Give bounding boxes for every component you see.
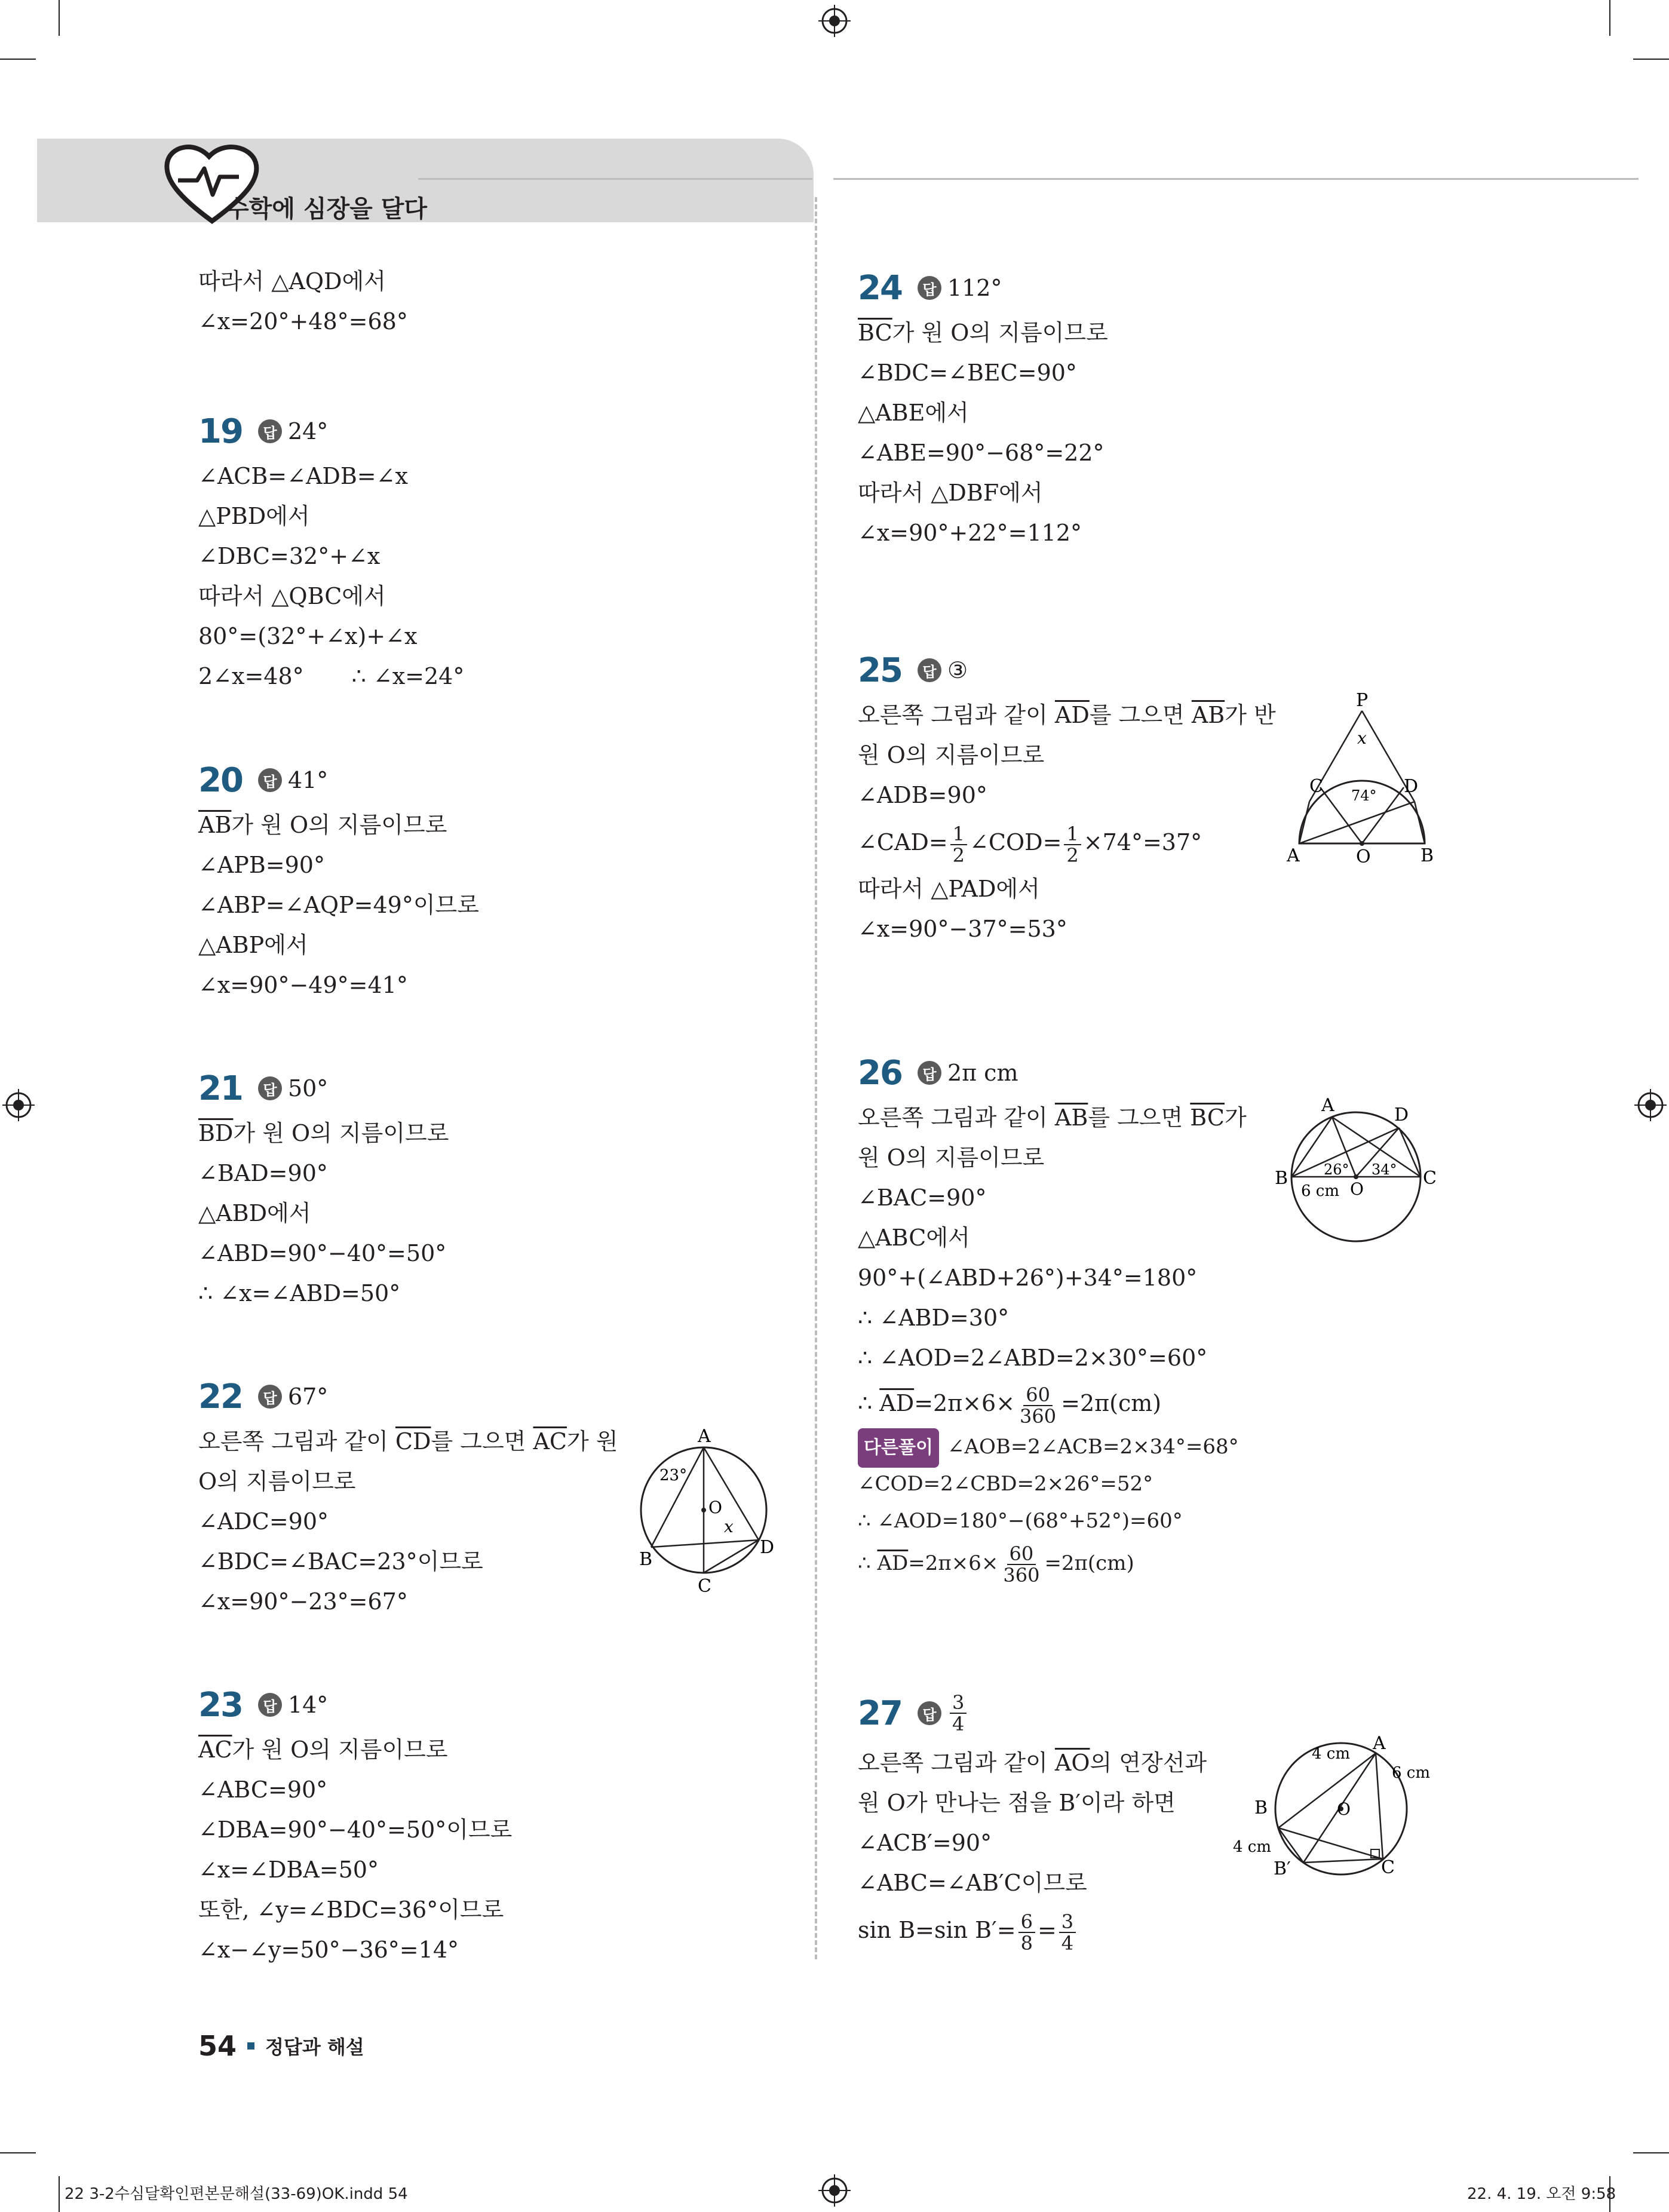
text-line: 80°=(32°+∠x)+∠x [198, 623, 418, 649]
problem-number: 19 [198, 412, 243, 451]
header-rule-left [418, 178, 812, 180]
column-divider [815, 197, 817, 1959]
answer-badge-icon: 답 [918, 276, 941, 300]
figure-label: B′ [1274, 1858, 1291, 1879]
problem-25 [858, 645, 1604, 949]
text-line: ∠ADB=90° [858, 782, 987, 808]
crop-mark [0, 59, 36, 60]
left-column [198, 262, 802, 342]
text-line: 다른풀이 ∠AOB=2∠ACB=2×34°=68° [858, 1428, 1604, 1465]
figure-label: 4 cm [1233, 1838, 1272, 1856]
text-line: ∠CAD= $\frac{1}{2}$ ∠COD= $\frac{1}{2}$ ×74°=37° [858, 822, 1202, 867]
footer-dot-icon [247, 2042, 254, 2050]
text-line: ∠ACB′=90° [858, 1830, 992, 1856]
problem-19 [198, 406, 802, 697]
answer-badge-icon: 답 [918, 1701, 941, 1725]
text-line: ∠ABP=∠AQP=49°이므로 [198, 892, 479, 918]
text-line: ∠x=90°−23°=67° [198, 1588, 408, 1615]
text-line: 오른쪽 그림과 같이 $\overline{AB}$를 그으면 $\overline{BC}$가 [858, 1105, 1247, 1131]
text-line: 오른쪽 그림과 같이 $\overline{AD}$를 그으면 $\overline{AB}$가 반 [858, 702, 1276, 728]
text-line: 오른쪽 그림과 같이 $\overline{CD}$를 그으면 $\overline{AC}$가 원 [198, 1428, 618, 1455]
figure-label: 26° [1324, 1161, 1349, 1178]
text-line: 원 O의 지름이므로 [858, 1145, 1045, 1171]
figure-label: x [724, 1517, 734, 1536]
slug-filename: 22 3-2수심달확인편본문해설(33-69)OK.indd 54 [65, 2185, 408, 2203]
figure-label: A [1287, 845, 1300, 866]
text-line: ∠BDC=∠BEC=90° [858, 360, 1077, 386]
text-line: ∠BDC=∠BAC=23°이므로 [198, 1548, 483, 1575]
text-line: ∠x=∠DBA=50° [198, 1857, 379, 1883]
text-line: △PBD에서 [198, 503, 310, 529]
figure-27 [1231, 1732, 1446, 1888]
text-line: $\overline{BC}$가 원 O의 지름이므로 [858, 320, 1108, 346]
crop-mark [59, 2176, 60, 2212]
figure-label: A [1373, 1733, 1386, 1754]
text-line: 원 O의 지름이므로 [858, 742, 1045, 768]
figure-label: D [760, 1537, 775, 1558]
figure-label: B [1421, 845, 1434, 866]
figure-label: B [1275, 1168, 1288, 1189]
answer: 67° [287, 1383, 329, 1410]
figure-label: C [1309, 776, 1323, 797]
text-line: 또한, ∠y=∠BDC=36°이므로 [198, 1897, 504, 1923]
answer-badge-icon: 답 [918, 658, 941, 682]
header-logo-text: 수학에 심장을 달다 [226, 195, 427, 223]
text-line: 오른쪽 그림과 같이 $\overline{AO}$의 연장선과 [858, 1750, 1207, 1776]
text-line: O의 지름이므로 [198, 1468, 356, 1495]
text-line: 따라서 △AQD에서 [198, 268, 386, 294]
figure-label: P [1356, 690, 1369, 711]
figure-label: A [698, 1426, 711, 1447]
text-line: ∴ ∠AOD=180°−(68°+52°)=60° [858, 1509, 1183, 1533]
figure-label: x [1357, 728, 1367, 748]
figure-label: 34° [1372, 1161, 1397, 1178]
problem-number: 25 [858, 651, 902, 690]
text-line: $\overline{BD}$가 원 O의 지름이므로 [198, 1120, 449, 1146]
text-line: ∠x−∠y=50°−36°=14° [198, 1937, 459, 1963]
text-line: △ABD에서 [198, 1200, 311, 1226]
figure-label: B [639, 1549, 653, 1570]
text-line: △ABE에서 [858, 400, 969, 426]
text-line: ∠DBC=32°+∠x [198, 543, 381, 569]
figure-22 [633, 1422, 789, 1601]
text-line: ∠x=20°+48°=68° [198, 308, 408, 335]
text-line: ∠BAC=90° [858, 1185, 987, 1211]
answer: 112° [947, 275, 1002, 301]
figure-label: 6 cm [1301, 1182, 1340, 1200]
text-line: ∠ADC=90° [198, 1508, 329, 1535]
text-line: ∠APB=90° [198, 852, 325, 878]
text-line: 90°+(∠ABD+26°)+34°=180° [858, 1265, 1198, 1291]
text-line: ∠DBA=90°−40°=50°이므로 [198, 1817, 513, 1843]
figure-label: 4 cm [1312, 1745, 1351, 1763]
text-line: sin B=sin B′= $\frac{6}{8}$ = $\frac{3}{4}$ [858, 1903, 1604, 1957]
figure-26 [1266, 1093, 1446, 1248]
figure-label: O [708, 1498, 722, 1517]
figure-label: B [1254, 1797, 1268, 1818]
text-line: ∠BAD=90° [198, 1160, 328, 1186]
figure-label: O [1356, 846, 1371, 867]
problem-20 [198, 755, 802, 1005]
registration-mark-icon [1634, 1089, 1667, 1121]
problem-number: 20 [198, 760, 243, 800]
answer-badge-icon: 답 [258, 1076, 282, 1100]
figure-label: A [1321, 1095, 1334, 1116]
problem-number: 27 [858, 1693, 902, 1733]
crop-mark [59, 0, 60, 36]
problem-26 [858, 1048, 1604, 1587]
text-line: ∠ABD=90°−40°=50° [198, 1240, 447, 1266]
text-line: ∠x=90°+22°=112° [858, 520, 1082, 546]
answer: ③ [947, 657, 968, 683]
crop-mark [1633, 59, 1669, 60]
figure-label: O [1350, 1179, 1364, 1199]
problem-number: 26 [858, 1053, 902, 1093]
slug-timestamp: 22. 4. 19. 오전 9:58 [1467, 2185, 1616, 2203]
answer: 14° [287, 1692, 329, 1718]
text-line: ∴ $\overline{AD}=2\pi\times 6\times$ $\frac{60}{360}$ =2π(cm) [858, 1542, 1134, 1587]
figure-label: C [698, 1576, 711, 1597]
problem-number: 22 [198, 1377, 243, 1416]
answer-badge-icon: 답 [258, 1693, 282, 1717]
answer-badge-icon: 답 [258, 419, 282, 443]
figure-label: D [1394, 1105, 1409, 1125]
text-line: $\overline{AC}$가 원 O의 지름이므로 [198, 1737, 448, 1763]
text-line: △ABC에서 [858, 1225, 970, 1251]
answer: 50° [287, 1075, 329, 1102]
figure-label: 74° [1351, 787, 1377, 804]
text-line: ∴ ∠ABD=30° [858, 1305, 1010, 1331]
problem-24 [858, 263, 1604, 553]
text-line: 따라서 △DBF에서 [858, 480, 1043, 506]
footer-title: 정답과 해설 [265, 2036, 364, 2058]
header-rule-right [833, 178, 1639, 180]
text-line: 원 O가 만나는 점을 B′이라 하면 [858, 1790, 1176, 1816]
answer: 2π cm [947, 1060, 1018, 1086]
text-line: ∴ ∠AOD=2∠ABD=2×30°=60° [858, 1345, 1208, 1371]
registration-mark-icon [2, 1089, 35, 1121]
crop-mark [1633, 2152, 1669, 2153]
text-line: ∠ACB=∠ADB=∠x [198, 463, 408, 489]
figure-25 [1284, 687, 1440, 872]
problem-number: 24 [858, 268, 902, 308]
figure-label: C [1423, 1168, 1437, 1189]
problem-number: 21 [198, 1069, 243, 1108]
figure-label: 23° [659, 1467, 688, 1484]
answer: 41° [287, 767, 329, 793]
footer [198, 2030, 364, 2062]
crop-mark [0, 2152, 36, 2153]
text-line: $\overline{AB}$가 원 O의 지름이므로 [198, 812, 447, 838]
text-line: 2∠x=48° ∴ ∠x=24° [198, 663, 465, 689]
answer: 24° [287, 418, 329, 444]
text-line: ∠ABC=90° [198, 1777, 328, 1803]
answer-badge-icon: 답 [258, 1385, 282, 1409]
figure-label: D [1404, 776, 1419, 797]
text-line: ∠ABC=∠AB′C이므로 [858, 1870, 1087, 1896]
text-line: ∠ABE=90°−68°=22° [858, 440, 1105, 466]
text-line: △ABP에서 [198, 932, 308, 958]
figure-label: O [1337, 1799, 1351, 1819]
registration-mark-icon [818, 2174, 851, 2207]
text-line: ∴ $\overline{AD}=2\pi\times 6\times$ $\frac{60}{360}$ =2π(cm) [858, 1383, 1162, 1428]
text-line: ∠COD=2∠CBD=2×26°=52° [858, 1472, 1153, 1496]
problem-23 [198, 1680, 802, 1970]
answer-badge-icon: 답 [258, 768, 282, 792]
registration-mark-icon [818, 5, 851, 37]
crop-mark [1609, 0, 1610, 36]
page-number: 54 [198, 2030, 237, 2062]
text-line: ∠x=90°−49°=41° [198, 972, 408, 998]
text-line: 따라서 △PAD에서 [858, 876, 1040, 902]
text-line: ∴ ∠x=∠ABD=50° [198, 1280, 401, 1306]
problem-number: 23 [198, 1685, 243, 1725]
problem-21 [198, 1063, 802, 1314]
figure-label: 6 cm [1392, 1764, 1431, 1782]
answer-badge-icon: 답 [918, 1061, 941, 1085]
text-line: 따라서 △QBC에서 [198, 583, 386, 609]
alt-solution-badge: 다른풀이 [858, 1428, 939, 1468]
figure-label: C [1381, 1857, 1395, 1878]
text-line: ∠x=90°−37°=53° [858, 916, 1067, 942]
answer: $\frac{3}{4}$ [950, 1692, 967, 1734]
